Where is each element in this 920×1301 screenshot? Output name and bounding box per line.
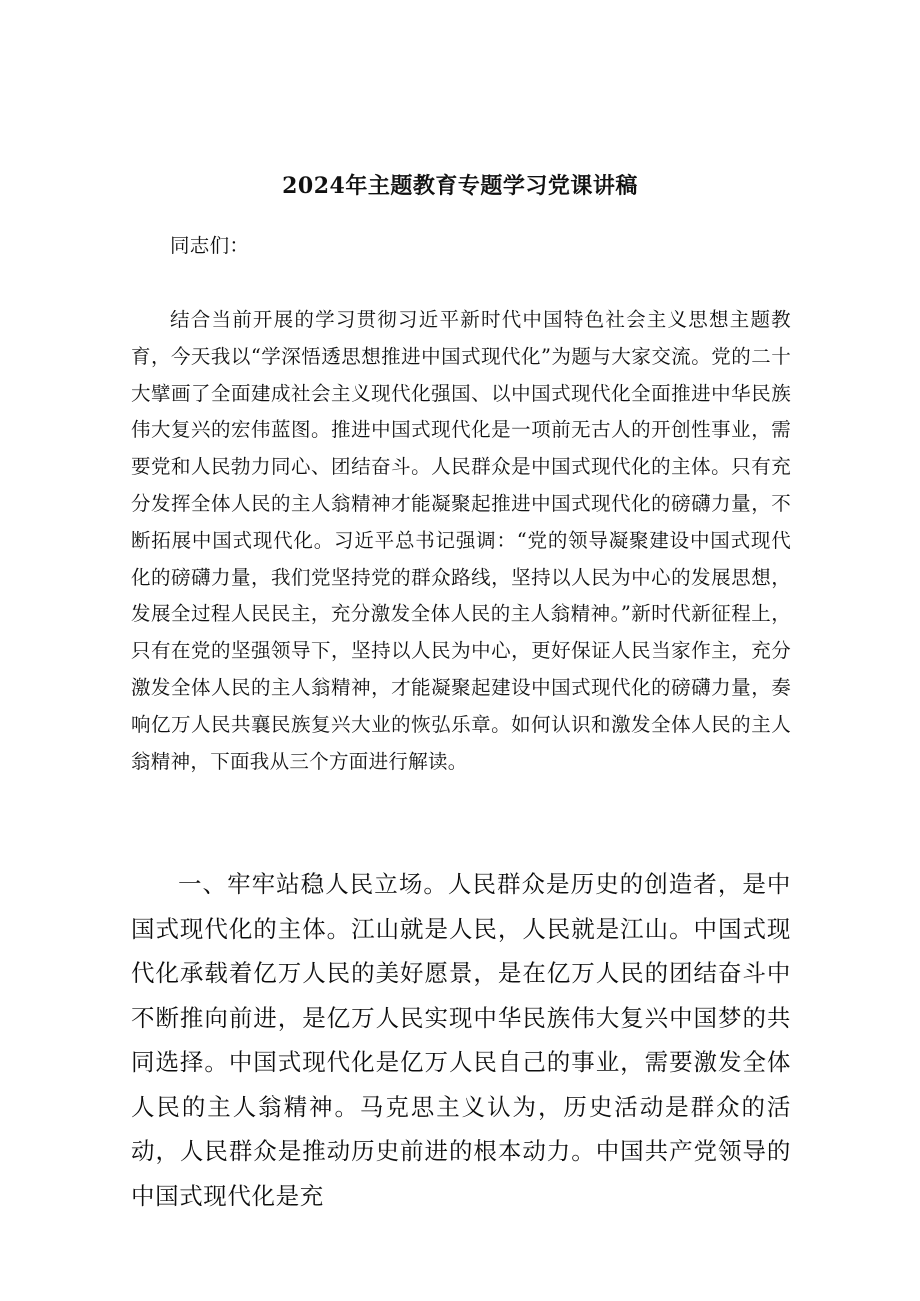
section-one-paragraph: 一、牢牢站稳人民立场。人民群众是历史的创造者，是中国式现代化的主体。江山就是人民，人民就是江山。中国式现代化承载着亿万人民的美好愿景，是在亿万人民的团结奋斗中不断推向前进，是亿万人民实现中华民族伟大复兴中国梦的共同选择。中国式现代化是亿万人民自己的事业，需要激发全体人民的主人翁精神。马克思主义认为，历史活动是群众的活动，人民群众是推动历史前进的根本动力。中国共产党领导的中国式现代化是充 bbox=[131, 870, 791, 1210]
salutation: 同志们： bbox=[170, 234, 250, 257]
intro-paragraph: 结合当前开展的学习贯彻习近平新时代中国特色社会主义思想主题教育，今天我以“学深悟透思想推进中国式现代化”为题与大家交流。党的二十大擘画了全面建成社会主义现代化强国、以中国式现代化全面推进中华民族伟大复兴的宏伟蓝图。推进中国式现代化是一项前无古人的开创性事业，需要党和人民勃力同心、团结奋斗。人民群众是中国式现代化的主体。只有充分发挥全体人民的主人翁精神才能凝聚起推进中国式现代化的磅礴力量，不断拓展中国式现代化。习近平总书记强调：“党的领导凝聚建设中国式现代化的磅礴力量，我们党坚持党的群众路线，坚持以人民为中心的发展思想，发展全过程人民民主，充分激发全体人民的主人翁精神。”新时代新征程上，只有在党的坚强领导下，坚持以人民为中心，更好保证人民当家作主，充分激发全体人民的主人翁精神，才能凝聚起建设中国式现代化的磅礴力量，奏响亿万人民共襄民族复兴大业的恢弘乐章。如何认识和激发全体人民的主人翁精神，下面我从三个方面进行解读。 bbox=[131, 308, 791, 773]
document-title: 2024年主题教育专题学习党课讲稿 bbox=[282, 173, 638, 199]
